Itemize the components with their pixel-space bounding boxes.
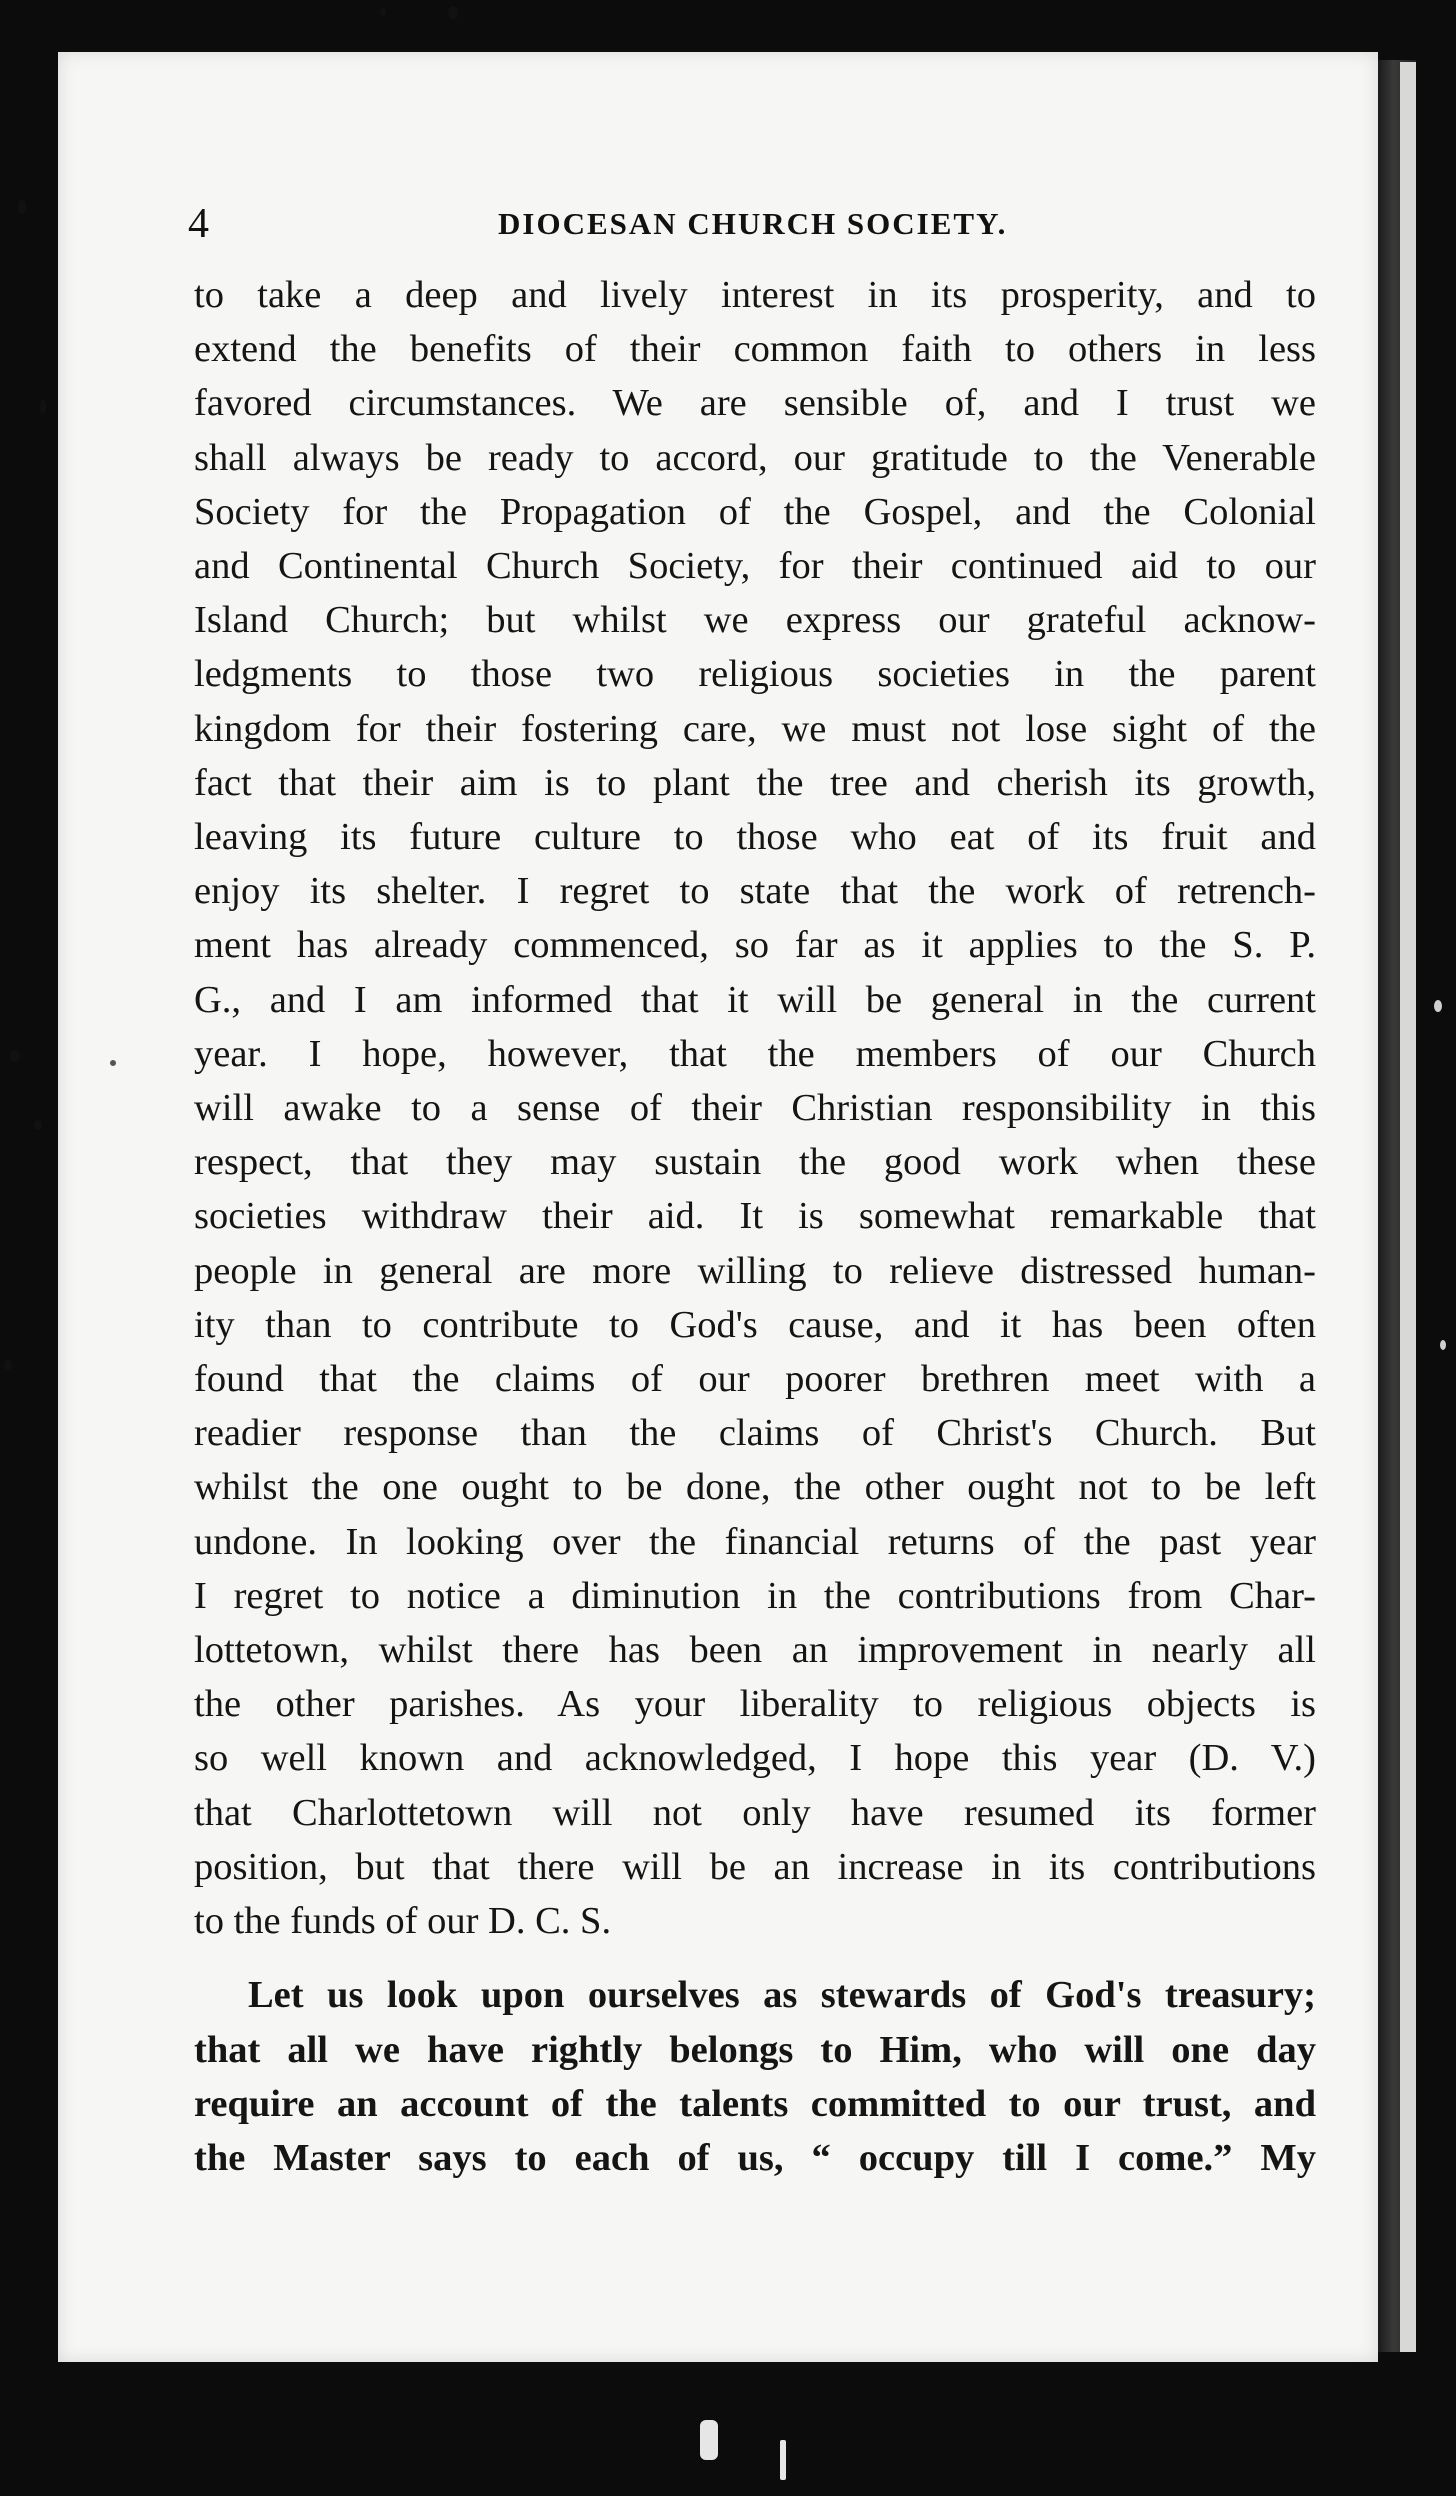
- scan-speck: [448, 6, 458, 20]
- text-line: Let us look upon ourselves as stewards of God's treasury;: [248, 1974, 1316, 2017]
- text-line: that Charlottetown will not only have resumed its former: [194, 1791, 1316, 1834]
- text-line: require an account of the talents committed to our trust, and: [194, 2082, 1316, 2125]
- text-line: undone. In looking over the financial returns of the past year: [194, 1520, 1316, 1563]
- page-edge: [1400, 62, 1416, 2352]
- body-text: [194, 268, 1316, 2185]
- text-line: G., and I am informed that it will be general in the current: [194, 978, 1316, 1021]
- text-line: will awake to a sense of their Christian responsibility in this: [194, 1087, 1316, 1130]
- text-line: ledgments to those two religious societies in the parent: [194, 653, 1316, 696]
- text-line: the Master says to each of us, “ occupy till I come.” My: [194, 2136, 1316, 2179]
- text-line: readier response than the claims of Christ's Church. But: [194, 1412, 1316, 1455]
- text-line: to take a deep and lively interest in its prosperity, and to: [194, 274, 1316, 316]
- text-line: favored circumstances. We are sensible of, and I trust we: [194, 382, 1316, 425]
- text-line: Society for the Propagation of the Gospel, and the Colonial: [194, 490, 1316, 533]
- scan-speck: [380, 8, 386, 16]
- scan-speck: [18, 200, 26, 214]
- scan-speck: [1440, 1340, 1446, 1350]
- text-line: Island Church; but whilst we express our grateful acknow-: [194, 599, 1316, 642]
- scan-speck: [34, 1120, 42, 1130]
- scan-speck: [110, 1060, 116, 1066]
- text-line: I regret to notice a diminution in the contributions from Char-: [194, 1574, 1316, 1617]
- text-line: respect, that they may sustain the good work when these: [194, 1141, 1316, 1184]
- scan-speck: [40, 400, 46, 414]
- paragraph-gap: [194, 1948, 1316, 1968]
- page-number: 4: [188, 201, 209, 247]
- text-line: leaving its future culture to those who eat of its fruit and: [194, 816, 1316, 859]
- scan-speck: [700, 2420, 718, 2460]
- text-line: year. I hope, however, that the members of our Church: [194, 1032, 1316, 1075]
- text-line: fact that their aim is to plant the tree and cherish its growth,: [194, 761, 1316, 804]
- text-line: ity than to contribute to God's cause, and it has been often: [194, 1303, 1316, 1346]
- text-line: kingdom for their fostering care, we must not lose sight of the: [194, 707, 1316, 750]
- text-line: to the funds of our D. C. S.: [194, 1900, 612, 1943]
- scan-speck: [780, 2440, 786, 2480]
- text-line: found that the claims of our poorer brethren meet with a: [194, 1358, 1316, 1401]
- text-line: extend the benefits of their common faith to others in less: [194, 328, 1316, 371]
- text-line: lottetown, whilst there has been an improvement in nearly all: [194, 1629, 1316, 1672]
- text-line: people in general are more willing to relieve distressed human-: [194, 1249, 1316, 1292]
- text-line: whilst the one ought to be done, the other ought not to be left: [194, 1466, 1316, 1509]
- text-line: enjoy its shelter. I regret to state that the work of retrench-: [194, 870, 1316, 913]
- text-line: that all we have rightly belongs to Him, who will one day: [194, 2028, 1316, 2071]
- scan-speck: [1434, 1000, 1442, 1012]
- page-header: [188, 200, 1348, 250]
- text-line: ment has already commenced, so far as it applies to the S. P.: [194, 924, 1316, 967]
- text-line: position, but that there will be an increase in its contributions: [194, 1845, 1316, 1888]
- scan-speck: [4, 1360, 12, 1370]
- text-line: the other parishes. As your liberality to religious objects is: [194, 1683, 1316, 1726]
- text-line: so well known and acknowledged, I hope this year (D. V.): [194, 1737, 1316, 1780]
- running-title: DIOCESAN CHURCH SOCIETY.: [498, 206, 1008, 241]
- paragraph-1: [194, 268, 1316, 1948]
- scan-speck: [10, 1050, 20, 1062]
- text-line: shall always be ready to accord, our gratitude to the Venerable: [194, 436, 1316, 479]
- text-line: societies withdraw their aid. It is somewhat remarkable that: [194, 1195, 1316, 1238]
- text-line: and Continental Church Society, for their continued aid to our: [194, 545, 1316, 588]
- paragraph-2: [194, 1968, 1316, 2185]
